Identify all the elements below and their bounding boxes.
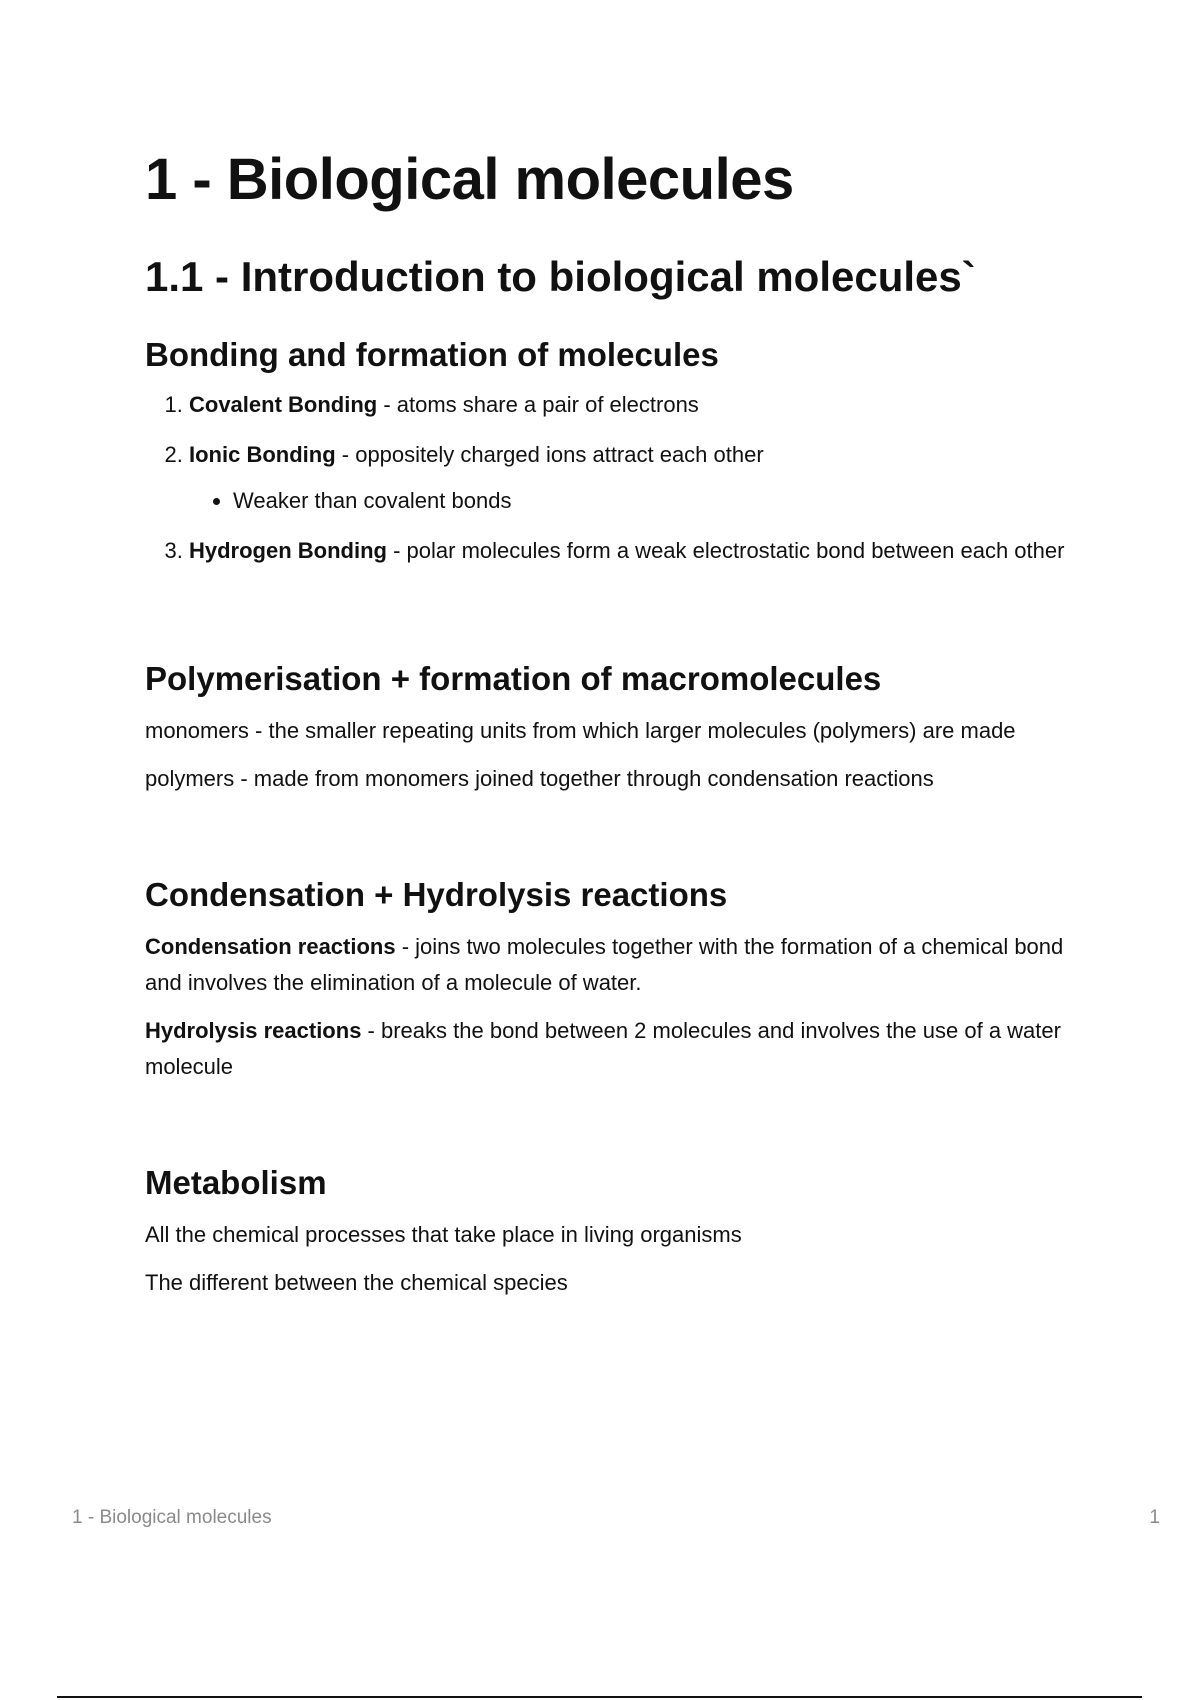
paragraph-hydrolysis — [145, 1013, 1095, 1085]
list-item — [189, 533, 1095, 569]
desc-ionic: - oppositely charged ions attract each other — [335, 442, 764, 467]
section-title: 1.1 - Introduction to biological molecules` — [145, 253, 976, 300]
paragraph-polymers: polymers - made from monomers joined together through condensation reactions — [145, 766, 934, 791]
desc-hydrogen: - polar molecules form a weak electrostatic bond between each other — [386, 538, 1065, 563]
bonding-list — [145, 387, 1095, 569]
heading-metabolism: Metabolism — [145, 1164, 327, 1201]
list-item — [189, 387, 1095, 423]
bottom-divider — [57, 1696, 1142, 1698]
term-covalent: Covalent Bonding — [189, 392, 378, 417]
term-condensation: Condensation reactions — [145, 934, 396, 959]
paragraph-metabolism-2: The different between the chemical species — [145, 1270, 568, 1295]
paragraph-monomers: monomers - the smaller repeating units from which larger molecules (polymers) are made — [145, 718, 1016, 743]
sub-list-item: • Weaker than covalent bonds — [233, 483, 1095, 519]
footer-title: 1 - Biological molecules — [72, 1507, 272, 1528]
term-ionic: Ionic Bonding — [189, 442, 336, 467]
desc-covalent: - atoms share a pair of electrons — [377, 392, 699, 417]
term-hydrogen: Hydrogen Bonding — [189, 538, 387, 563]
paragraph-condensation — [145, 929, 1095, 1001]
page-number: 1 — [1149, 1507, 1160, 1528]
term-hydrolysis: Hydrolysis reactions — [145, 1018, 362, 1043]
page-title: 1 - Biological molecules — [145, 147, 794, 212]
document-page — [145, 145, 1095, 1301]
list-item — [189, 437, 1095, 519]
ionic-sublist — [189, 483, 1095, 519]
heading-reactions: Condensation + Hydrolysis reactions — [145, 876, 728, 913]
heading-bonding: Bonding and formation of molecules — [145, 336, 719, 373]
desc-condensation: - joins two molecules together with the formation of a chemical bond and involves the elimination of a molecule of water. — [145, 934, 1064, 995]
desc-hydrolysis: - breaks the bond between 2 molecules and involves the use of a water molecule — [145, 1018, 1061, 1079]
heading-polymerisation: Polymerisation + formation of macromolecules — [145, 660, 882, 697]
paragraph-metabolism-1: All the chemical processes that take place in living organisms — [145, 1222, 742, 1247]
